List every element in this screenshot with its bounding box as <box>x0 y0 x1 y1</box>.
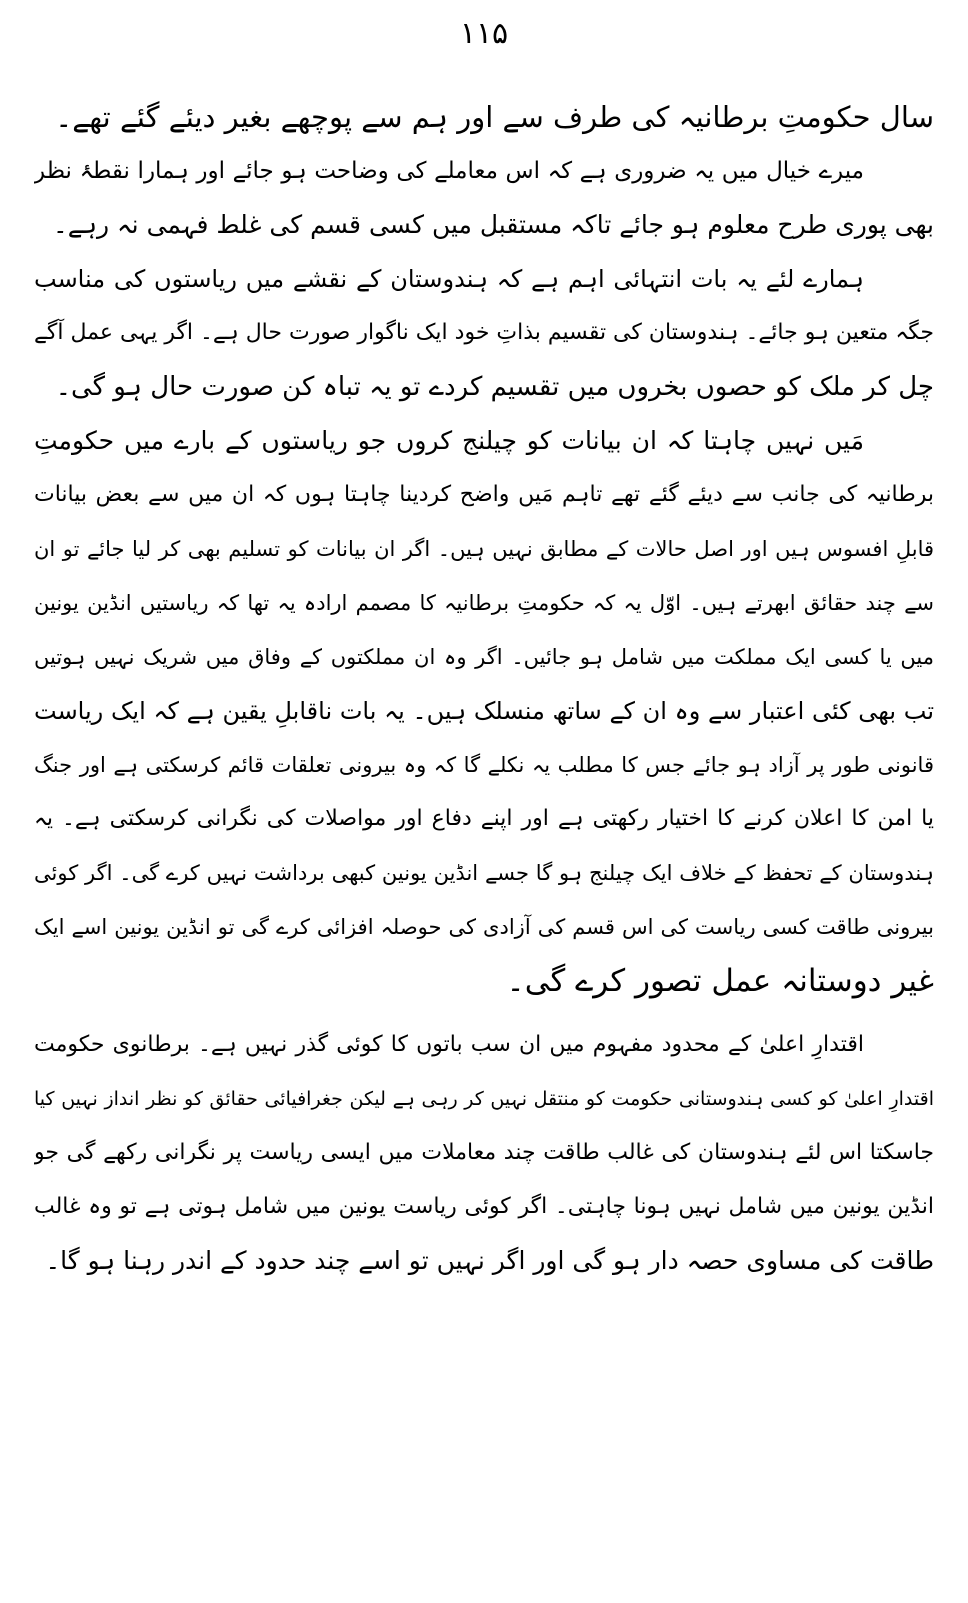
text-line: اقتدارِ اعلیٰ کے محدود مفہوم میں ان سب باتوں کا کوئی گذر نہیں ہے۔ برطانوی حکومت <box>34 1032 864 1057</box>
text-line: میرے خیال میں یہ ضروری ہے کہ اس معاملے کی وضاحت ہو جائے اور ہمارا نقطۂ نظر <box>34 158 864 184</box>
text-line: انڈین یونین میں شامل نہیں ہونا چاہتی۔ اگر کوئی ریاست یونین میں شامل ہوتی ہے تو وہ غالب <box>34 1194 934 1219</box>
paragraph-3 <box>34 252 934 414</box>
text-line: سے چند حقائق ابھرتے ہیں۔ اوّل یہ کہ حکومتِ برطانیہ کا مصمم ارادہ یہ تھا کہ ریاستیں انڈین یونین <box>34 591 934 615</box>
text-line: اقتدارِ اعلیٰ کو کسی ہندوستانی حکومت کو منتقل نہیں کر رہی ہے لیکن جغرافیائی حقائق کو نظر انداز نہیں کیا <box>34 1088 934 1110</box>
paragraph-spacer <box>34 1008 934 1018</box>
text-line: چل کر ملک کو حصوں بخروں میں تقسیم کردے تو یہ تباہ کن صورت حال ہو گی۔ <box>55 372 934 402</box>
text-line: مَیں نہیں چاہتا کہ ان بیانات کو چیلنج کروں جو ریاستوں کے بارے میں حکومتِ <box>34 426 864 455</box>
text-line: برطانیہ کی جانب سے دیئے گئے تھے تاہم مَیں واضح کردینا چاہتا ہوں کہ ان میں سے بعض بیانات <box>34 482 934 507</box>
text-line: غیر دوستانہ عمل تصور کرے گی۔ <box>506 963 934 999</box>
text-line: جگہ متعین ہو جائے۔ ہندوستان کی تقسیم بذاتِ خود ایک ناگوار صورت حال ہے۔ اگر یہی عمل آگے <box>34 320 934 345</box>
paragraph-5 <box>34 1018 934 1288</box>
text-line: یا امن کا اعلان کرنے کا اختیار رکھتی ہے اور اپنے دفاع اور مواصلات کی نگرانی کرسکتی ہے۔ یہ <box>34 806 934 831</box>
text-line: سال حکومتِ برطانیہ کی طرف سے اور ہم سے پوچھے بغیر دیئے گئے تھے۔ <box>55 100 934 134</box>
text-line: جاسکتا اس لئے ہندوستان کی غالب طاقت چند معاملات میں ایسی ریاست پر نگرانی رکھے گی جو <box>34 1140 934 1165</box>
text-line: تب بھی کئی اعتبار سے وہ ان کے ساتھ منسلک ہیں۔ یہ بات ناقابلِ یقین ہے کہ ایک ریاست <box>34 697 934 725</box>
text-line: بھی پوری طرح معلوم ہو جائے تاکہ مستقبل میں کسی قسم کی غلط فہمی نہ رہے۔ <box>53 210 934 239</box>
text-line: طاقت کی مساوی حصہ دار ہو گی اور اگر نہیں تو اسے چند حدود کے اندر رہنا ہو گا۔ <box>45 1246 934 1275</box>
paragraph-4 <box>34 414 934 1008</box>
page-number: ۱۱۵ <box>459 16 509 51</box>
text-line: ہمارے لئے یہ بات انتہائی اہم ہے کہ ہندوستان کے نقشے میں ریاستوں کی مناسب <box>34 265 864 293</box>
text-line: قانونی طور پر آزاد ہو جائے جس کا مطلب یہ نکلے گا کہ وہ بیرونی تعلقات قائم کرسکتی ہے اور جنگ <box>34 753 934 777</box>
page-text <box>34 90 934 1288</box>
text-line: قابلِ افسوس ہیں اور اصل حالات کے مطابق نہیں ہیں۔ اگر ان بیانات کو تسلیم بھی کر لیا جائے تو ان <box>34 537 934 561</box>
text-line: ہندوستان کے تحفظ کے خلاف ایک چیلنج ہو گا جسے انڈین یونین کبھی برداشت نہیں کرے گی۔ اگر کوئی <box>34 861 934 885</box>
paragraph-1 <box>34 90 934 144</box>
paragraph-2 <box>34 144 934 252</box>
text-line: بیرونی طاقت کسی ریاست کی اس قسم کی آزادی کی حوصلہ افزائی کرے گی تو انڈین یونین اسے ایک <box>34 915 934 939</box>
text-line: میں یا کسی ایک مملکت میں شامل ہو جائیں۔ اگر وہ ان مملکتوں کے وفاق میں شریک نہیں ہوتیں <box>34 645 934 669</box>
